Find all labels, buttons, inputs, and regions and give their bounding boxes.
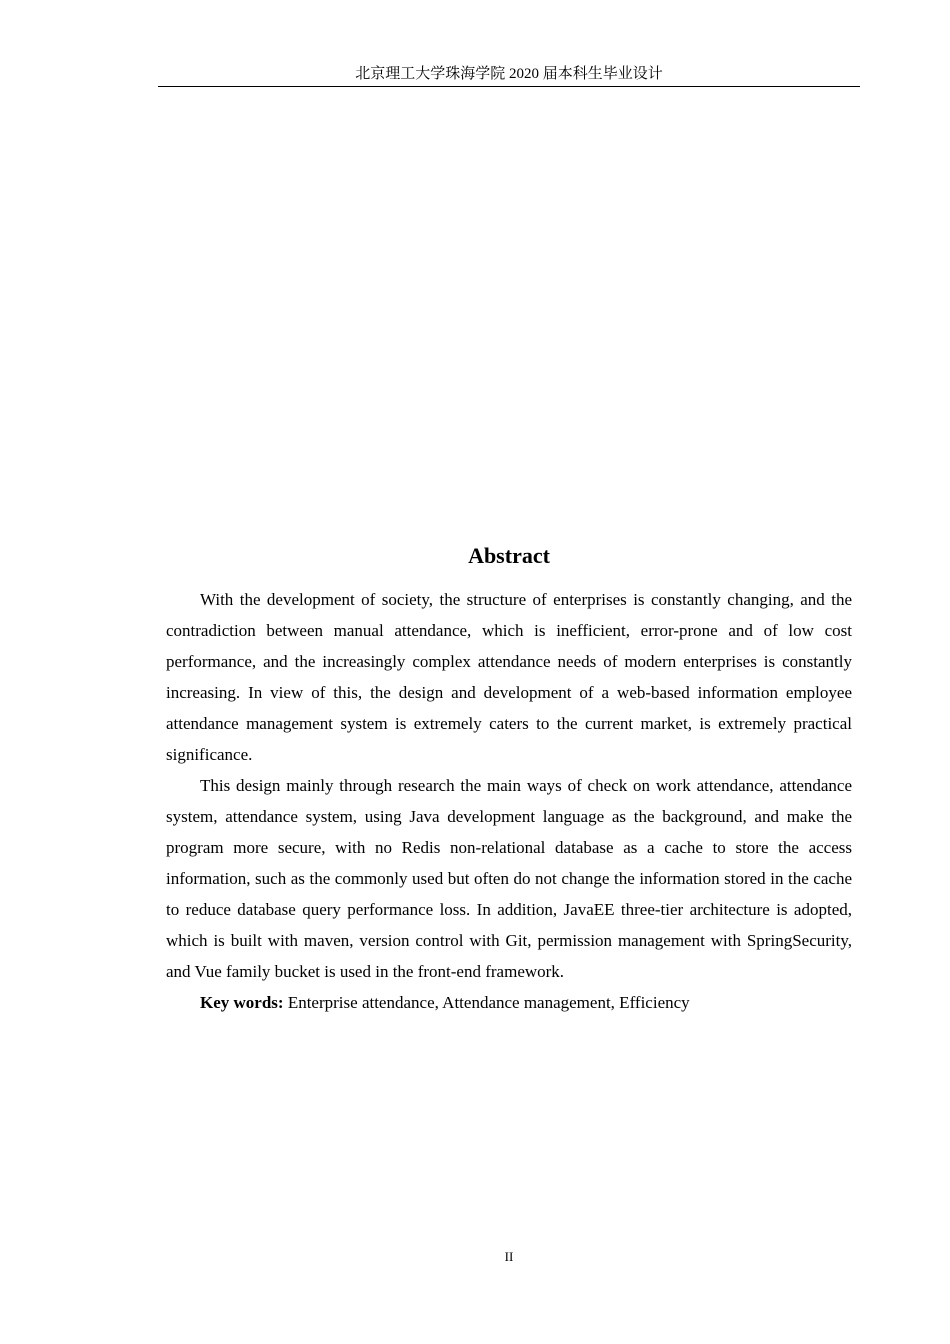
page-number: II: [504, 1249, 514, 1264]
abstract-body: [166, 584, 852, 1018]
keywords-line: [166, 987, 852, 1018]
keywords-label: Key words:: [200, 993, 284, 1012]
abstract-title: Abstract: [468, 543, 550, 568]
abstract-paragraph-1: With the development of society, the structure of enterprises is constantly changing, and the contradiction between manual attendance, which is inefficient, error-prone and of low cost performance, and the increasingly complex attendance needs of modern enterprises is constantly increasing. In view of this, the design and development of a web-based information employee attendance management system is extremely caters to the current market, is extremely practical significance.: [166, 590, 852, 764]
page-header-text: 北京理工大学珠海学院 2020 届本科生毕业设计: [355, 66, 663, 82]
keywords-text: Enterprise attendance, Attendance management, Efficiency: [283, 993, 690, 1012]
page-header: [158, 64, 860, 87]
abstract-paragraph-2: This design mainly through research the main ways of check on work attendance, attendance system, attendance system, using Java development language as the background, and make the program more secure, with no Redis non-relational database as a cache to store the access information, such as the commonly used but often do not change the information stored in the cache to reduce database query performance loss. In addition, JavaEE three-tier architecture is adopted, which is built with maven, version control with Git, permission management with SpringSecurity, and Vue family bucket is used in the front-end framework.: [166, 776, 852, 981]
